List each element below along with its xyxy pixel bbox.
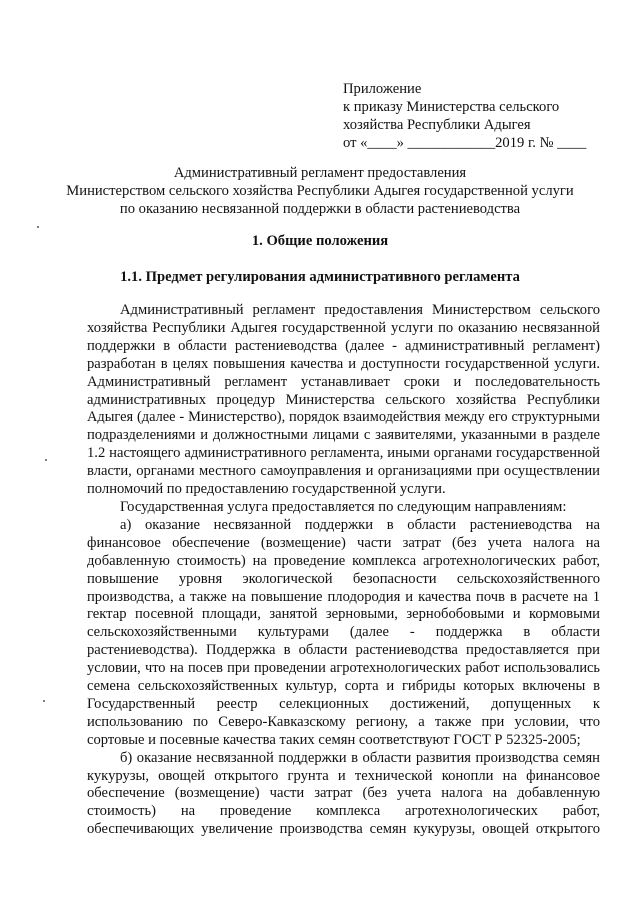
appendix-block (343, 80, 586, 152)
document-title (40, 164, 600, 218)
appendix-date-number: от «____» ____________2019 г. № ____ (343, 135, 587, 151)
text-line: производства, а также на повышение плодородия и качества почв в расчете на 1 (87, 588, 600, 605)
section-heading: 1. Общие положения (251, 233, 389, 249)
text-line: стоимость) на проведение комплекса агротехнологических работ, (87, 803, 600, 820)
appendix-ministry-line: хозяйства Республики Адыгея (343, 117, 531, 133)
appendix-label: Приложение (343, 81, 422, 97)
document-title-line-2: Министерством сельского хозяйства Республики Адыгея государственной услуги (66, 183, 574, 199)
text-line: Государственный реестр селекционных достижений, допущенных к (87, 695, 600, 712)
text-line: условии, что на посев при проведении агротехнологических работ использовались (87, 660, 600, 677)
text-line: обеспечивающих увеличение производства семян кукурузы, овощей открытого (87, 821, 600, 838)
appendix-order-line: к приказу Министерства сельского (343, 99, 560, 115)
text-line: б) оказание несвязанной поддержки в области развития производства семян (120, 749, 600, 766)
scan-speck (37, 226, 39, 228)
text-line: сельскохозяйственными культурами (далее - поддержка в области (87, 624, 600, 641)
text-line: обеспечение (возмещение) части затрат (без учета налога на добавленную (87, 785, 600, 802)
text-line: а) оказание несвязанной поддержки в области растениеводства на (120, 516, 600, 533)
text-line: хозяйства Республики Адыгея государственной услуги по оказанию несвязанной (87, 319, 600, 336)
text-line: использованию по Северо-Кавказскому региону, а также при условии, что (87, 713, 600, 730)
text-line: Административный регламент предоставления Министерством сельского (120, 302, 600, 318)
text-line: полномочий по предоставлению государственной услуги. (87, 481, 446, 498)
text-line: подразделениями и должностными лицами с заявителями, указанными в разделе (87, 427, 600, 444)
text-line: повышение уровня экологической безопасности сельскохозяйственного (87, 570, 600, 587)
document-title-line-3: по оказанию несвязанной поддержки в области растениеводства (119, 201, 521, 217)
text-line: Государственная услуга предоставляется по следующим направлениям: (120, 498, 567, 515)
text-line: финансовое обеспечение (возмещение) части затрат (без учета налога на (87, 534, 600, 551)
text-line: Административный регламент устанавливает сроки и последовательность (87, 373, 600, 390)
text-line: семена сельскохозяйственных культур, сорта и гибриды которых включены в (87, 678, 600, 695)
text-line: кукурузы, овощей открытого грунта и технической конопли на финансовое (87, 767, 600, 784)
text-line: растениеводства). Поддержка в области растениеводства предоставляется при (87, 642, 600, 659)
text-line: 1.2 настоящего административного регламента, иными органами государственной (87, 445, 600, 462)
text-line: административных процедур Министерства сельского хозяйства Республики (87, 391, 600, 408)
text-line: гектар посевной площади, занятой зерновыми, зернобобовыми и кормовыми (87, 606, 600, 623)
subsection-heading: 1.1. Предмет регулирования административного регламента (120, 269, 520, 285)
text-line: Адыгея (далее - Министерство), порядок взаимодействия между его структурными (87, 409, 600, 426)
document-title-line-1: Административный регламент предоставления (173, 165, 467, 181)
text-line: разработан в целях повышения качества и доступности государственной услуги. (87, 355, 600, 372)
scan-speck (43, 700, 45, 702)
text-line: сортовые и посевные качества таких семян соответствуют ГОСТ Р 52325-2005; (87, 731, 581, 748)
body-text (87, 302, 600, 839)
text-line: добавленную стоимость) на проведение комплекса агротехнологических работ, (87, 552, 600, 569)
text-line: поддержки в области растениеводства (далее - административный регламент) (87, 337, 600, 354)
text-line: власти, органами местного самоуправления и организациями при осуществлении (87, 463, 600, 480)
scan-speck (45, 459, 47, 461)
